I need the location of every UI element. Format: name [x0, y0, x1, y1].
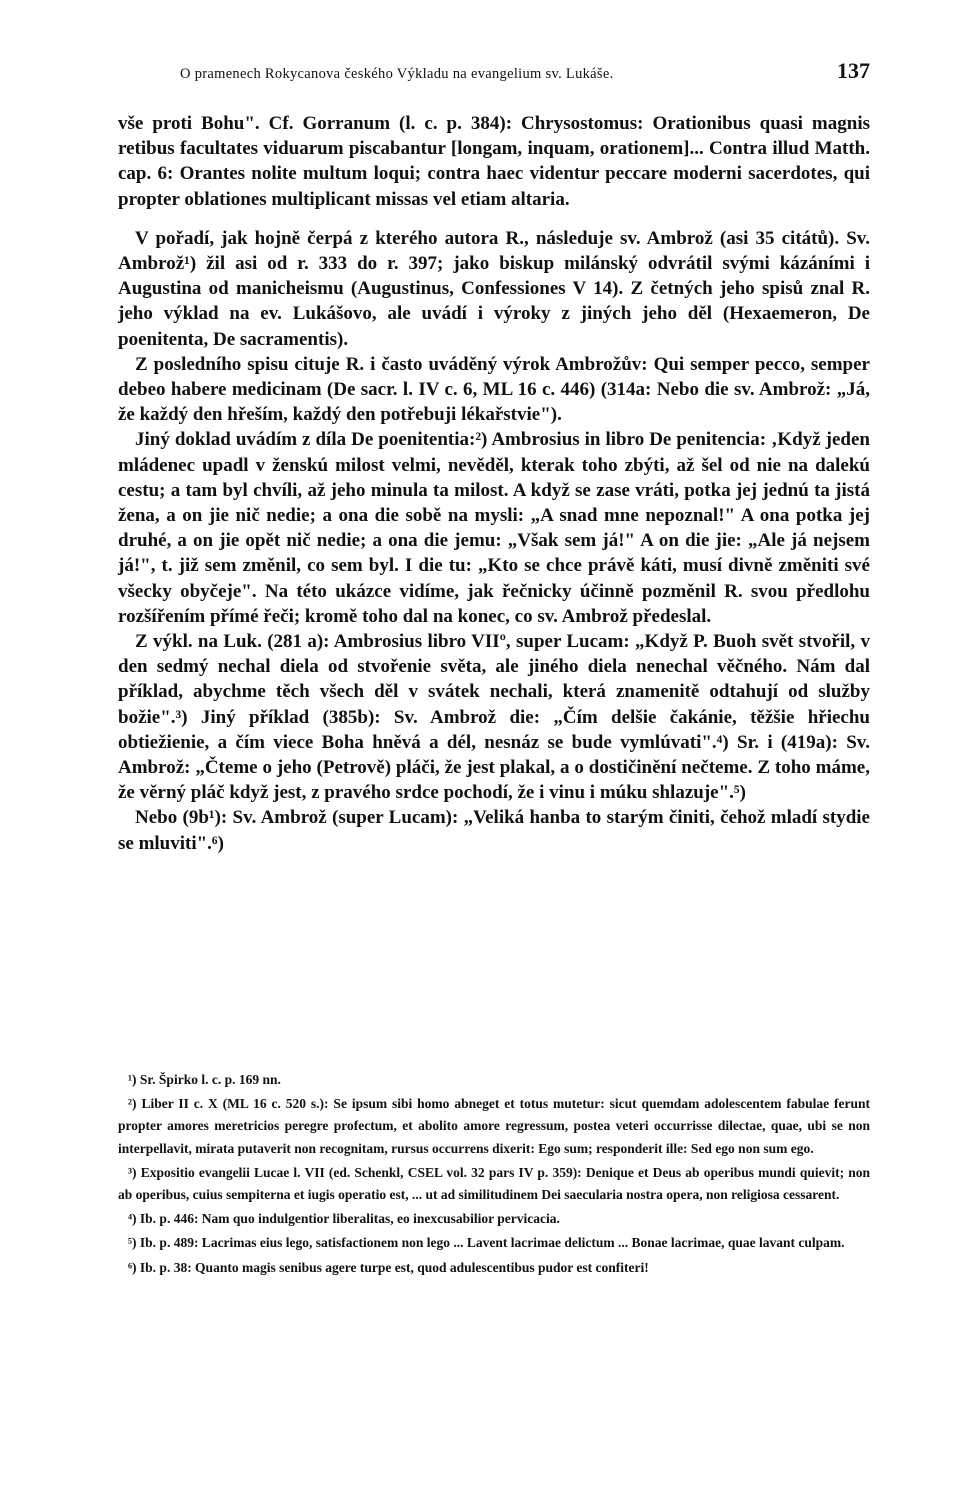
footnote-3: ³) Expositio evangelii Lucae l. VII (ed. Schenkl, CSEL vol. 32 pars IV p. 359): Denique et Deus ab operibus mundi quievit; non ab operibus, cuius sempiterna et iugis operatio est, ... ut ad similitudinem Dei saecularia nostra opera, non religiosa cessarent.	[118, 1164, 870, 1203]
paragraph-6: Nebo (9b¹): Sv. Ambrož (super Lucam): „Veliká hanba to starým činiti, čehož mladí stydie se mluviti".⁶)	[118, 807, 870, 854]
running-title: O pramenech Rokycanova českého Výkladu na evangelium sv. Lukáše.	[180, 66, 614, 82]
footnote-4: ⁴) Ib. p. 446: Nam quo indulgentior liberalitas, eo inexcusabilior pervicacia.	[128, 1211, 560, 1227]
footnote-5: ⁵) Ib. p. 489: Lacrimas eius lego, satisfactionem non lego ... Lavent lacrimae delictum ... Bonae lacrimae, quae lavant culpam.	[128, 1235, 845, 1251]
paragraph-3: Z posledního spisu cituje R. i často uváděný výrok Ambrožův: Qui semper pecco, semper debeo habere medicinam (De sacr. l. IV c. 6, ML 16 c. 446) (314a: Nebo die sv. Ambrož: „Já, že každý den hřeším, každý den potřebuji lékařstvie").	[118, 353, 870, 426]
paragraph-5: Z výkl. na Luk. (281 a): Ambrosius libro VIIº, super Lucam: „Když P. Buoh svět stvořil, v den sedmý nechal diela od stvořenie světa, ale jiného diela nenechal věčného. Nám dal příklad, abychme těch všech děl v svátek nechali, která znamenitě odtahují od služby božie".³) Jiný příklad (385b): Sv. Ambrož die: „Čím delšie čakánie, těžšie hřiechu obtiežienie, a čím viece Boha hněvá a dél, nesnáz se bude vymlúvati".⁴) Sr. i (419a): Sv. Ambrož: „Čteme o jeho (Petrově) pláči, že jest plakal, a o dostičinění nečteme. Z toho máme, že věrný pláč když jest, z pravého srdce pochodí, že i vinu i múku shlazuje".⁵)	[118, 631, 870, 804]
page-header	[118, 58, 870, 90]
paragraph-4: Jiný doklad uvádím z díla De poenitentia:²) Ambrosius in libro De penitencia: ‚Když jeden mládenec upadl v ženskú milost velmi, nevěděl, kterak toho zbýti, až šel od nie na dalekú cestu; a tam byl chvíli, až jeho minula ta milost. A když se zase vráti, potka jej jednú ta jistá žena, a on jie nič nedie; a ona die sobě na mysli: „A snad mne nepoznal!" A ona potka jej druhé, a on jie opět nič nedie; a ona die jemu: „Však sem já!" A on die jie: „Ale já nejsem já!", t. již sem změnil, co sem byl. I die tu: „Kto se chce právě káti, musí divně změniti své všecky obyčeje". Na této ukázce vidíme, jak řečnicky účinně pozměnil R. svou předlohu rozšířením přímé řeči; kromě toho dal na konec, co sv. Ambrož předeslal.	[118, 429, 870, 627]
paragraph-1: vše proti Bohu". Cf. Gorranum (l. c. p. 384): Chrysostomus: Orationibus quasi magnis retibus facultates viduarum piscabantur [longam, inquam, orationem]... Contra illud Matth. cap. 6: Orantes nolite multum loqui; contra haec videntur peccare moderni sacerdotes, qui propter oblationes multiplicant missas vel etiam altaria.	[118, 113, 870, 210]
footnotes	[118, 1069, 870, 1279]
paragraph-2: V pořadí, jak hojně čerpá z kterého autora R., následuje sv. Ambrož (asi 35 citátů). Sv. Ambrož¹) žil asi od r. 333 do r. 397; jako biskup milánský odvrátil svými kázáními i Augustina od manicheismu (Augustinus, Confessiones V 14). Z četných jeho spisů znal R. jeho výklad na ev. Lukášovo, ale uvádí i výroky z jiných jeho děl (Hexaemeron, De poenitenta, De sacramentis).	[118, 227, 870, 350]
footnote-1: ¹) Sr. Špirko l. c. p. 169 nn.	[128, 1072, 281, 1087]
footnote-6: ⁶) Ib. p. 38: Quanto magis senibus agere turpe est, quod adulescentibus pudor est confiteri!	[128, 1259, 649, 1275]
footnote-2: ²) Liber II c. X (ML 16 c. 520 s.): Se ipsum sibi homo abneget et totus mutetur: sicut quemdam adolescentem fabulae ferunt propter amores meretricios peregre profectum, et abolito amore regressum, postea veteri occurrisse dilectae, quae, ubi se non interpellavit, mirata putaverit non recognitam, rursus occurrens dixerit: Ego sum; responderit ille: Sed ego non sum ego.	[118, 1096, 870, 1156]
page-number: 137	[837, 58, 870, 83]
main-text	[118, 111, 870, 856]
